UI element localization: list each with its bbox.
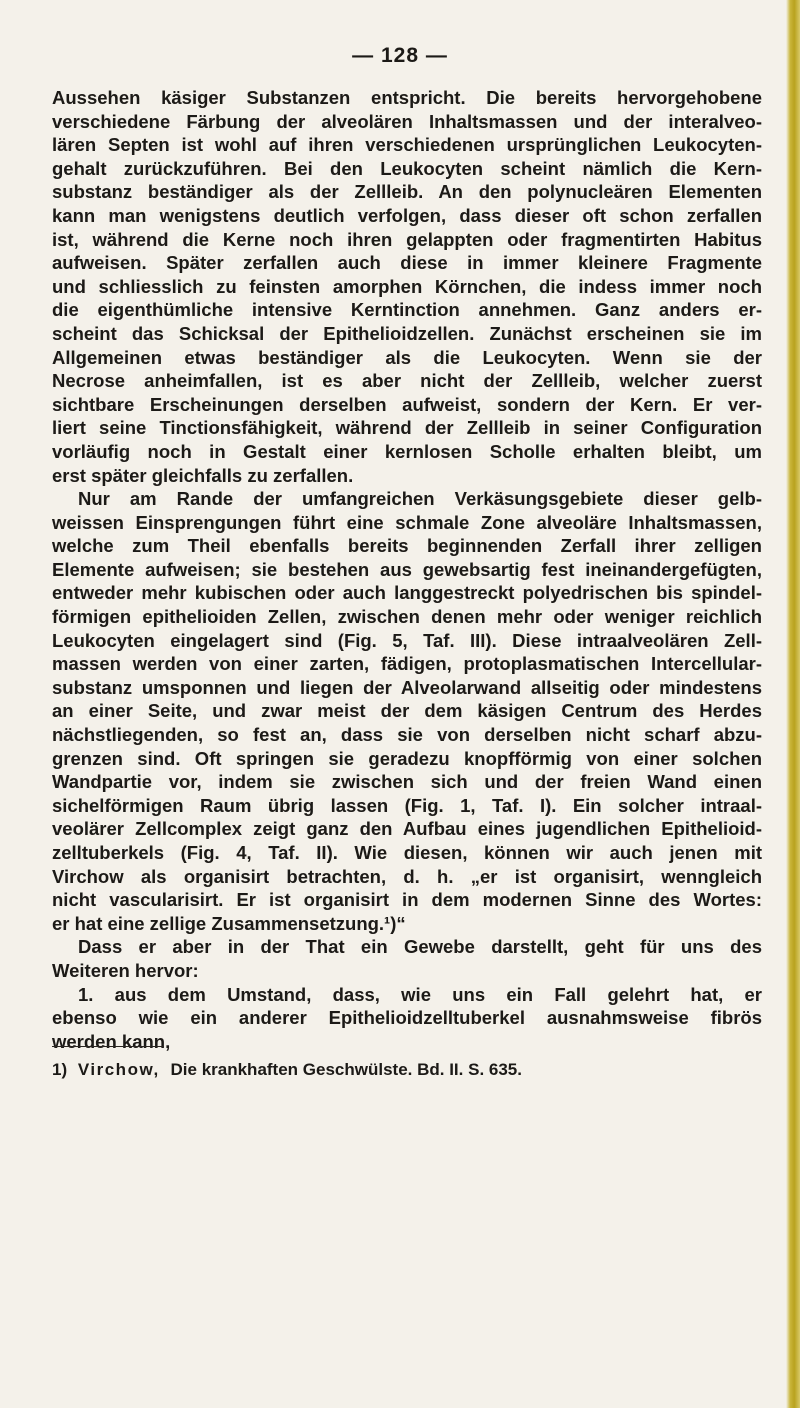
text-line: werden kann, <box>52 1030 171 1052</box>
text-line: substanz umsponnen und liegen der Alveolarwand allseitig oder mindestens <box>52 676 762 698</box>
text-line: er hat eine zellige Zusammensetzung.¹)“ <box>52 912 406 934</box>
text-line: aufweisen. Später zerfallen auch diese in immer kleinere Fragmente <box>52 252 762 274</box>
text-line: 1. aus dem Umstand, dass, wie uns ein Fall gelehrt hat, er <box>78 983 762 1005</box>
text-line: weissen Einsprengungen führt eine schmale Zone alveoläre Inhaltsmassen, <box>52 511 762 533</box>
text-line: verschiedene Färbung der alveolären Inhaltsmassen und der interalveo- <box>52 110 762 132</box>
text-line: an einer Seite, und zwar meist der dem käsigen Centrum des Herdes <box>52 700 762 722</box>
text-line: gehalt zurückzuführen. Bei den Leukocyten scheint nämlich die Kern- <box>52 157 762 179</box>
text-line: lären Septen ist wohl auf ihren verschiedenen ursprünglichen Leukocyten- <box>52 134 762 156</box>
footnote-author: Virchow, <box>77 1060 160 1079</box>
text-line: Allgemeinen etwas beständiger als die Leukocyten. Wenn sie der <box>52 346 762 368</box>
text-line: Aussehen käsiger Substanzen entspricht. Die bereits hervorgehobene <box>52 87 762 108</box>
text-line: Virchow als organisirt betrachten, d. h. „er ist organisirt, wenngleich <box>52 865 762 887</box>
text-line: ebenso wie ein anderer Epithelioidzelltuberkel ausnahmsweise fibrös <box>52 1007 762 1029</box>
text-line: entweder mehr kubischen oder auch langgestreckt polyedrischen bis spindel- <box>52 582 762 604</box>
text-line: veolärer Zellcomplex zeigt ganz den Aufbau eines jugendlichen Epithelioid- <box>52 818 762 840</box>
text-line: sichtbare Erscheinungen derselben aufweist, sondern der Kern. Er ver- <box>52 393 762 415</box>
footnote-marker: 1) <box>52 1060 68 1079</box>
paragraph-3 <box>52 935 762 982</box>
footnote-divider <box>52 1046 164 1047</box>
text-line: vorläufig noch in Gestalt einer kernlosen Scholle erhalten bleibt, um <box>52 440 762 462</box>
text-line: die eigenthümliche intensive Kerntinction annehmen. Ganz anders er- <box>52 299 762 321</box>
text-line: ist, während die Kerne noch ihren gelappten oder fragmentirten Habitus <box>52 228 762 250</box>
paragraph-2 <box>52 487 762 935</box>
text-line: scheint das Schicksal der Epithelioidzellen. Zunächst erscheinen sie im <box>52 322 762 344</box>
text-line: erst später gleichfalls zu zerfallen. <box>52 464 354 486</box>
text-line: Elemente aufweisen; sie bestehen aus gewebsartig fest ineinandergefügten, <box>52 558 762 580</box>
text-line: Nur am Rande der umfangreichen Verkäsungsgebiete dieser gelb- <box>78 488 762 510</box>
paragraph-4 <box>52 983 762 1054</box>
text-line: liert seine Tinctionsfähigkeit, während der Zellleib in seiner Configuration <box>52 417 762 439</box>
text-line: Necrose anheimfallen, ist es aber nicht der Zellleib, welcher zuerst <box>52 370 762 392</box>
text-line: nicht vascularisirt. Er ist organisirt in dem modernen Sinne des Wortes: <box>52 889 762 911</box>
text-line: Wandpartie vor, indem sie zwischen sich und der freien Wand einen <box>52 771 762 793</box>
page-number: — 128 — <box>352 44 448 67</box>
text-line: zelltuberkels (Fig. 4, Taf. II). Wie diesen, können wir auch jenen mit <box>52 842 762 863</box>
page-edge <box>786 0 800 1408</box>
body-text <box>52 86 762 1053</box>
text-line: und schliesslich zu feinsten amorphen Körnchen, die indess immer noch <box>52 275 762 297</box>
text-line: kann man wenigstens deutlich verfolgen, dass dieser oft schon zerfallen <box>52 204 762 226</box>
text-line: förmigen epithelioiden Zellen, zwischen denen mehr oder weniger reichlich <box>52 606 762 628</box>
footnote <box>52 1060 522 1080</box>
text-line: substanz beständiger als der Zellleib. An den polynucleären Elementen <box>52 181 762 203</box>
text-line: grenzen sind. Oft springen sie geradezu knopfförmig von einer solchen <box>52 747 762 769</box>
text-line: sichelförmigen Raum übrig lassen (Fig. 1, Taf. I). Ein solcher intraal- <box>52 794 762 816</box>
text-line: welche zum Theil ebenfalls bereits beginnenden Zerfall ihrer zelligen <box>52 535 762 557</box>
footnote-text: Die krankhaften Geschwülste. Bd. II. S. 635. <box>170 1060 522 1079</box>
paragraph-1 <box>52 86 762 487</box>
text-line: Weiteren hervor: <box>52 959 199 981</box>
text-line: nächstliegenden, so fest an, dass sie von derselben nicht scharf abzu- <box>52 724 762 746</box>
text-line: Dass er aber in der That ein Gewebe darstellt, geht für uns des <box>78 936 762 958</box>
text-line: massen werden von einer zarten, fädigen, protoplasmatischen Intercellular- <box>52 653 762 675</box>
text-line: Leukocyten eingelagert sind (Fig. 5, Taf. III). Diese intraalveolären Zell- <box>52 629 762 651</box>
